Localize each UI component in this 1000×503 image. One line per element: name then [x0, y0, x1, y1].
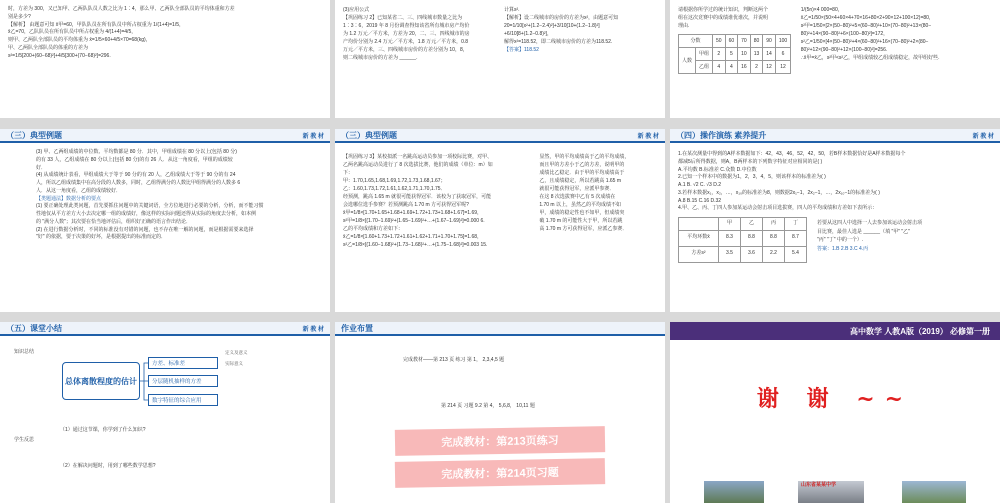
- text-line: 1.在某次测量中得到的A样本数据如下：42，43，46，52，42，50，若B样本数据恰好是A样本数据每个: [678, 151, 906, 157]
- text-line: 的有 33 人，乙组成绩在 80 分以上(包括 80 分)的有 26 人．从这一角度看，甲组的成绩较: [36, 156, 233, 163]
- text-line: 就很可能获得冠军，应派甲参赛．: [539, 186, 615, 192]
- text-line: 乙，且成绩稳定，所以若跳高 1.65 m: [539, 178, 621, 184]
- knowledge-label: 知识总结: [14, 349, 35, 355]
- slide-header: [335, 322, 665, 336]
- text-line: 会选哪位选手参赛？若预测跳高 1.70 m 方可获得冠军呢?: [343, 202, 469, 208]
- text-line: 目比赛，最佳人选是 ______（填 "甲" "乙": [817, 228, 910, 235]
- slide-4-body: [0, 143, 330, 248]
- text-line: (2) 在进行数据分析时，不同的标准没有对错的问题，也不存在唯一解的问题，而是根据需要来选择: [36, 226, 254, 233]
- table-cell: 2: [713, 48, 726, 61]
- slide-4[interactable]: [0, 129, 330, 312]
- campus-photo: [798, 481, 864, 503]
- table-row: [679, 48, 791, 61]
- slide-header: [0, 129, 330, 143]
- table-cell: 甲组: [696, 48, 713, 61]
- text-line: 显然，甲的平均成绩高于乙的平均成绩，: [539, 154, 630, 160]
- table-cell: 2.2: [763, 246, 785, 262]
- text-line: "丙" "丁" 中的一个）.: [817, 237, 864, 243]
- campus-photo: [902, 481, 966, 503]
- slide-1-body: [0, 0, 330, 66]
- textbook-badge: 新 教 材: [302, 133, 324, 140]
- table-cell: 丙: [763, 218, 785, 231]
- table-row: [679, 61, 791, 74]
- method-heading: 【类题通法】数据分析的要点: [36, 195, 102, 202]
- answer-text: 【答案】118.52: [504, 47, 539, 53]
- table-cell: 80: [750, 35, 763, 48]
- text-line: 【解析】设二线城市的房价的方差为x²，由题意可知: [504, 15, 619, 21]
- text-line: s²乙=1/50×[4×(50−80)²+4×(60−80)²+16×(70−80)²+2×(80−: [800, 39, 929, 45]
- shooting-table: [678, 217, 807, 263]
- reflection-label: 学生反思: [14, 437, 35, 443]
- textbook-badge: 新 教 材: [637, 133, 659, 140]
- text-line: 若要从这四人中选择一人去参加该运动会射击项: [817, 220, 923, 226]
- table-row: [679, 246, 807, 262]
- text-line: 经预测，跳高 1.65 m 就很可能获得冠军．该校为了获取冠军，可能: [343, 194, 492, 200]
- slide-title: （三）典型例题: [6, 130, 62, 140]
- homework-line: 第 214 页 习题 9.2 第 4， 5,6,8， 10,11 题: [441, 403, 535, 409]
- text-line: ∴x̄甲=x̄乙，s²甲<s²乙，甲组成绩较乙组成绩稳定，故甲组好些.: [800, 55, 940, 61]
- text-line: 【巩固练习 3】某校拟派一名跳高运动员参加一项校际比赛，对甲、: [343, 154, 493, 160]
- summary-tag: 定义及意义: [225, 350, 248, 355]
- table-cell: 16: [738, 61, 751, 74]
- table-cell: 6: [775, 48, 790, 61]
- text-line: 乙的平均成绩和方差如下：: [343, 226, 404, 232]
- text-line: (1) 要正确处理此类问题，首先要抓住问题中的关键词语，全方位地进行必要的分析，分析，而不能习惯: [36, 203, 264, 210]
- table-cell: 4: [713, 61, 726, 74]
- text-line: 计算s².: [504, 7, 520, 13]
- textbook-badge: 新 教 材: [302, 326, 324, 333]
- table-header-row: [679, 218, 807, 231]
- text-line: x̄乙=1/50×(50×4+60×4+70×16+80×2+90×12+100×12)=80，: [800, 15, 934, 21]
- text-line: 人，所以乙组成绩集中在高分段的人数多，同时，乙组得满分的人数比甲组得满分的人数多 6: [36, 180, 241, 186]
- text-line: 【巩固练习 2】已知某省二、三、四线城市数量之比为: [343, 15, 463, 21]
- slide-2[interactable]: [335, 0, 665, 118]
- text-line: A.8 B.15 C.16 D.32: [678, 197, 722, 204]
- table-cell: 2: [750, 61, 763, 74]
- q4-row: [678, 213, 992, 263]
- text-line: 理由.: [678, 23, 690, 29]
- photo-caption: 山东省某某中学: [801, 482, 837, 488]
- table-cell: 50: [713, 35, 726, 48]
- summary-root-box: 总体离散程度的估计: [62, 362, 140, 400]
- slide-5-left: [343, 153, 531, 249]
- text-line: 在这 8 次选拔赛中乙有 5 次成绩在: [539, 194, 616, 200]
- table-cell: 70: [738, 35, 751, 48]
- slide-5-columns: [335, 143, 665, 255]
- textbook-badge: 新 教 材: [972, 133, 994, 140]
- table-cell: 14: [763, 48, 776, 61]
- text-line: 为 1.2 万元／平方米，方差为 20，二、三、四线城市的房: [343, 31, 470, 37]
- text-line: "好" 的依据，要于决策的好坏，是根据提出的标准而定的．: [36, 234, 166, 241]
- text-line: 1/(5n)×4 000=80，: [800, 7, 843, 13]
- text-line: 则甲、乙两队全部队员的平均体重为 x̄=1/5×60+4/5×70=68(kg)，: [8, 37, 151, 43]
- slide-header: [0, 322, 330, 336]
- text-line: s²甲=1/8×[(1.70−1.69)²+(1.65−1.69)²+…+(1.67−1.69)²]=0.000 6.: [343, 218, 485, 224]
- slide-3-left: [678, 6, 793, 74]
- text-line: 产均价分别为 2.4 万元／平方米，1.8 万元／平方米，0.8: [343, 39, 469, 45]
- text-line: 下：: [343, 170, 354, 176]
- table-cell: 12: [775, 61, 790, 74]
- text-line: 80)²+12×(90−80)²+12×(100−80)²]=256.: [800, 47, 888, 53]
- text-line: 高 1.70 m 方可获得冠军，应派乙参赛．: [539, 226, 628, 232]
- text-line: 好．: [36, 164, 47, 171]
- text-line: 4.甲、乙、丙、丁四人参加某运动会射击项目选拔赛，四人的平均成绩和方差如下表所示：: [678, 205, 878, 212]
- slide-6-body: [670, 143, 1000, 269]
- q4-prompt: [817, 213, 922, 253]
- text-line: 【解析】 由题意可知 x̄甲=60，甲队队员在所有队员中所占权重为 1/(1+4)=1/5，: [8, 21, 185, 28]
- text-line: 1.70 m 以上，虽然乙的平均成绩不如: [539, 202, 621, 208]
- text-line: 甲：1.70,1.65,1.68,1.69,1.72,1.73,1.68,1.67；: [343, 178, 446, 184]
- table-cell: 60: [725, 35, 738, 48]
- slide-2-columns: [335, 0, 665, 68]
- slide-title: 作业布置: [341, 323, 373, 333]
- table-cell: 乙: [741, 218, 763, 231]
- text-line: 甲，成绩的稳定性也不如甲，但成绩突: [539, 210, 625, 216]
- summary-branch: 数字特征的综合应用: [148, 394, 218, 406]
- text-line: s²甲=1/50×[2×(50−80)²+5×(60−80)²+10×(70−80)²+13×(80−: [800, 23, 932, 29]
- slide-3-columns: [670, 0, 1000, 80]
- text-line: 则二线城市房价的方差为 ______.: [343, 55, 418, 61]
- text-line: 请根据你所学过的统计知识，判断这两个: [678, 7, 769, 13]
- table-cell: 90: [763, 35, 776, 48]
- reflection-question: （1）通过这节课，你学到了什么知识?: [60, 427, 146, 433]
- course-banner: 高中数学 人教A版（2019） 必修第一册: [670, 322, 1000, 340]
- text-line: 人．从这一角度看，乙组的成绩较好．: [36, 187, 122, 194]
- text-line: 时，方差为 300，又已知甲、乙两队队员人数之比为 1∶4，那么甲、乙两队全部队员的平均体重和方差: [8, 6, 235, 12]
- slide-3[interactable]: [670, 0, 1000, 118]
- table-cell: 8.8: [763, 230, 785, 246]
- summary-branch: 方差、标准差: [148, 357, 218, 369]
- text-line: 破 1.70 m 的可能性大于甲，所以若跳: [539, 218, 623, 224]
- homework-line: 完成教材——第 213 页 练习 第 1， 2,3,4,5 题: [403, 357, 505, 363]
- slide-2-right: [504, 6, 657, 62]
- text-line: 20=1/10[x²+(1.2−2.4)²]+3/10[10+(1.2−1.8)²]: [504, 23, 600, 29]
- text-line: 成绩比乙稳定．由于甲的平均成绩高于: [539, 170, 625, 176]
- slide-title: （三）典型例题: [341, 130, 397, 140]
- table-cell: 3.5: [719, 246, 741, 262]
- table-cell: 8.7: [785, 230, 807, 246]
- text-line: x̄乙=70，乙队队员在所有队员中所占权重为 4/(1+4)=4/5，: [8, 29, 137, 36]
- text-line: 2.已知一个样本中的数据为1，2，3，4，5，则该样本的标准差为( ): [678, 174, 826, 181]
- text-line: 3.若样本数据x₁，x₂，…，x₁₀的标准差为8，则数据2x₁−1，2x₂−1，…，2x₁₀−1的标准差为( ): [678, 189, 880, 196]
- text-line: 甲、乙两队全部队员的体重的方差为: [8, 44, 89, 51]
- text-line: (3) 甲、乙两组成绩的中位数、平均数都是 80 分．其中，甲组成绩在 80 分以上(包括 80 分): [36, 149, 237, 155]
- slide-title: （五）课堂小结: [6, 323, 62, 333]
- slide-5[interactable]: [335, 129, 665, 312]
- table-cell: 8.8: [741, 230, 763, 246]
- slide-1[interactable]: [0, 0, 330, 118]
- table-cell: 分数: [679, 35, 713, 48]
- text-line: 而且甲的方差小于乙的方差，说明甲的: [539, 162, 625, 168]
- slide-6[interactable]: [670, 129, 1000, 312]
- table-cell: 10: [738, 48, 751, 61]
- text-line: 的 "满分人数"；其次要在恰当地评估后，组织好正确的语言作出结论．: [36, 218, 191, 225]
- table-cell: 乙组: [696, 61, 713, 74]
- table-cell: 13: [750, 48, 763, 61]
- text-line: 万元／平方米，三、四线城市房价的方差分别为 10，8，: [343, 47, 468, 53]
- text-line: (4) 从成绩统计表看，甲组成绩大于等于 90 分的有 20 人，乙组成绩大于等于 90 分的有 24: [36, 172, 236, 179]
- summary-tag: 实际意义: [225, 361, 243, 366]
- text-line: 乙：1.60,1.73,1.72,1.61,1.62,1.71,1.70,1.75．: [343, 186, 446, 192]
- text-line: 性地仅从平方差方大小去决定哪一组的成绩好，像这样的实际问题还得从实际的角度去分析，如本例: [36, 211, 257, 217]
- text-line: A.1 B. √2 C. √3 D.2: [678, 182, 722, 188]
- slide-2-left: [343, 6, 496, 62]
- text-line: 组在这次竞赛中的成绩谁优谁次，并说明: [678, 15, 769, 21]
- slide-title: （四）操作演练 素养提升: [676, 130, 767, 140]
- table-cell: 5: [725, 48, 738, 61]
- text-line: x̄甲=1/8×[1.70+1.65+1.68+1.69+1.72+1.73+1.68+1.67]=1.69，: [343, 210, 483, 216]
- slide-5-right: [539, 153, 657, 249]
- text-line: +6/10[8+(1.2−0.8)²]，: [504, 31, 552, 37]
- reflection-question: （2）在解决问题时，用到了哪些数学思想?: [60, 463, 156, 469]
- text-line: 别是多少?: [8, 13, 31, 20]
- slide-9[interactable]: [670, 322, 1000, 503]
- table-row: [679, 230, 807, 246]
- table-cell: 人数: [679, 48, 696, 74]
- summary-branch: 分层随机抽样的方差: [148, 375, 218, 387]
- slide-header: [335, 129, 665, 143]
- text-line: s²=1/5[200+(60−68)²]+4/5[300+(70−68)²]=296.: [8, 52, 111, 59]
- slide-8[interactable]: [335, 322, 665, 503]
- table-cell: 3.6: [741, 246, 763, 262]
- text-line: s²乙=1/8×[(1.60−1.68)²+(1.73−1.68)²+…+(1.75−1.68)²]=0.003 15.: [343, 242, 488, 248]
- score-table: [678, 34, 791, 74]
- slide-header: [670, 129, 1000, 143]
- table-cell: 100: [775, 35, 790, 48]
- highlight-band: 完成教材：第213页练习: [395, 426, 605, 456]
- text-line: 乙两名跳高运动员进行了 8 次选拔比赛，他们的成绩（单位：m）如: [343, 162, 493, 168]
- table-cell: 12: [763, 61, 776, 74]
- thanks-text: 谢 谢 ~~: [756, 386, 914, 412]
- text-line: 都减5后所得数据，则A，B两样本的下列数字特征对应相同的是( ): [678, 158, 823, 165]
- text-line: (3)应用公式: [343, 7, 370, 13]
- table-cell: 丁: [785, 218, 807, 231]
- slide-3-right: [801, 6, 992, 74]
- text-line: A.平均数 B.标准差 C.众数 D.中位数: [678, 166, 757, 173]
- table-cell: 8.3: [719, 230, 741, 246]
- highlight-band: 完成教材：第214页习题: [395, 458, 605, 488]
- table-header-row: [679, 35, 791, 48]
- table-cell: 5.4: [785, 246, 807, 262]
- text-line: 80)²+14×(90−80)²+6×(100−80)²]=172，: [800, 31, 889, 37]
- table-cell: 4: [725, 61, 738, 74]
- table-cell: 平均环数x̄: [679, 230, 719, 246]
- text-line: 解得x²=118.52，即二线城市房价的方差为118.52.: [504, 39, 613, 45]
- text-line: x̄乙=1/8×[1.60+1.73+1.72+1.61+1.62+1.71+1.70+1.75]=1.68，: [343, 234, 483, 240]
- slide-7[interactable]: [0, 322, 330, 503]
- answer-text: 答案：1.B 2.B 3.C 4.丙: [817, 245, 869, 252]
- table-cell: [679, 218, 719, 231]
- campus-photo: [704, 481, 764, 503]
- text-line: 1∶3∶6，2019 年 8 月份调查得知该省所有城市房产均价: [343, 23, 470, 29]
- table-cell: 方差s²: [679, 246, 719, 262]
- table-cell: 甲: [719, 218, 741, 231]
